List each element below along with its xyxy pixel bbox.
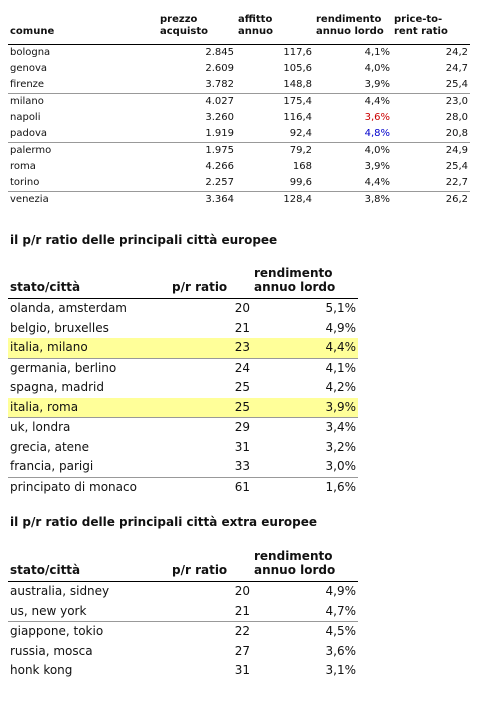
ratio-cell: 23 xyxy=(170,338,252,358)
table-header-row xyxy=(8,549,358,582)
table-row xyxy=(8,159,470,175)
ratio-cell: 24,7 xyxy=(445,63,468,74)
yield-cell: 4,7% xyxy=(325,603,356,618)
table-row-highlighted xyxy=(8,338,358,358)
yield-cell: 3,9% xyxy=(364,161,390,172)
table-row xyxy=(8,110,470,126)
table-row xyxy=(8,378,358,398)
yield-cell: 3,9% xyxy=(252,398,358,418)
yield-cell: 4,2% xyxy=(325,380,356,395)
ratio-cell: 20 xyxy=(234,584,250,599)
price-cell: 2.609 xyxy=(205,63,234,74)
ratio-cell: 31 xyxy=(234,663,250,678)
yield-cell: 5,1% xyxy=(325,301,356,316)
rent-cell: 175,4 xyxy=(236,94,314,111)
ratio-cell: 24 xyxy=(170,358,252,378)
yield-cell: 3,4% xyxy=(252,418,358,438)
table-row xyxy=(8,602,358,622)
table-row xyxy=(8,477,358,497)
col-header-price-to-rent: price-to- rent ratio xyxy=(394,14,448,37)
city-cell: padova xyxy=(10,128,47,139)
ratio-cell: 61 xyxy=(170,477,252,497)
city-cell: australia, sidney xyxy=(10,584,110,599)
price-cell: 2.257 xyxy=(205,177,234,188)
col-header-affitto-annuo: affitto annuo xyxy=(238,14,273,37)
european-cities-table xyxy=(8,266,358,497)
extra-european-cities-title: il p/r ratio delle principali città extra europee xyxy=(10,515,318,529)
yield-cell: 4,4% xyxy=(252,338,358,358)
rent-cell: 117,6 xyxy=(283,47,312,58)
price-cell: 1.919 xyxy=(205,128,234,139)
city-cell: bologna xyxy=(10,47,51,58)
yield-cell: 3,6% xyxy=(325,643,356,658)
table-row xyxy=(8,642,358,662)
price-cell: 3.364 xyxy=(158,192,236,209)
ratio-cell: 20,8 xyxy=(445,128,468,139)
ratio-cell: 20 xyxy=(234,301,250,316)
rent-cell: 79,2 xyxy=(236,143,314,160)
price-cell: 3.782 xyxy=(205,79,234,90)
ratio-cell: 22 xyxy=(170,622,252,642)
price-cell: 3.260 xyxy=(205,112,234,123)
rent-cell: 92,4 xyxy=(289,128,312,139)
city-cell: genova xyxy=(10,63,48,74)
table-row xyxy=(8,622,358,642)
table-row xyxy=(8,45,470,62)
rent-cell: 105,6 xyxy=(283,63,312,74)
col-header-rendimento: rendimento annuo lordo xyxy=(254,549,336,577)
city-cell: germania, berlino xyxy=(8,358,170,378)
table-row xyxy=(8,126,470,143)
city-cell: principato di monaco xyxy=(8,477,170,497)
ratio-cell: 29 xyxy=(170,418,252,438)
ratio-cell: 33 xyxy=(234,459,250,474)
ratio-cell: 25,4 xyxy=(445,79,468,90)
yield-cell: 3,2% xyxy=(325,439,356,454)
col-header-prezzo-acquisto: prezzo acquisto xyxy=(160,14,208,37)
city-cell: milano xyxy=(8,94,158,111)
ratio-cell: 28,0 xyxy=(445,112,468,123)
table-row xyxy=(8,661,358,681)
ratio-cell: 22,7 xyxy=(445,177,468,188)
col-header-comune: comune xyxy=(10,26,55,37)
city-cell: uk, londra xyxy=(8,418,170,438)
city-cell: spagna, madrid xyxy=(10,380,104,395)
rent-cell: 148,8 xyxy=(283,79,312,90)
col-header-rendimento: rendimento annuo lordo xyxy=(254,266,336,294)
ratio-cell: 21 xyxy=(234,320,250,335)
yield-cell: 3,0% xyxy=(325,459,356,474)
col-header-pr-ratio: p/r ratio xyxy=(172,280,228,294)
rent-cell: 99,6 xyxy=(289,177,312,188)
city-cell: firenze xyxy=(10,79,45,90)
yield-cell: 4,4% xyxy=(364,177,390,188)
rent-cell: 168 xyxy=(292,161,312,172)
table-header-row xyxy=(8,266,358,299)
city-cell: giappone, tokio xyxy=(8,622,170,642)
col-header-stato-citta: stato/città xyxy=(10,280,81,294)
price-cell: 4.266 xyxy=(205,161,234,172)
yield-cell-highest: 4,8% xyxy=(364,128,390,139)
city-cell: italia, milano xyxy=(8,338,170,358)
col-header-stato-citta: stato/città xyxy=(10,563,81,577)
table-row xyxy=(8,143,470,160)
rent-cell: 128,4 xyxy=(236,192,314,209)
table-row xyxy=(8,192,470,209)
table-row xyxy=(8,457,358,477)
ratio-cell: 26,2 xyxy=(392,192,470,209)
table-row xyxy=(8,319,358,339)
city-cell: olanda, amsterdam xyxy=(10,301,127,316)
city-cell: francia, parigi xyxy=(10,459,94,474)
city-cell: russia, mosca xyxy=(10,643,93,658)
table-row xyxy=(8,582,358,602)
ratio-cell: 24,2 xyxy=(445,47,468,58)
yield-cell: 4,4% xyxy=(314,94,392,111)
city-cell: roma xyxy=(10,161,36,172)
yield-cell: 3,9% xyxy=(364,79,390,90)
table-row xyxy=(8,175,470,192)
city-cell: honk kong xyxy=(10,663,73,678)
city-cell: venezia xyxy=(8,192,158,209)
yield-cell: 4,1% xyxy=(364,47,390,58)
city-cell: napoli xyxy=(10,112,41,123)
ratio-cell: 25 xyxy=(234,380,250,395)
yield-cell: 4,9% xyxy=(325,320,356,335)
yield-cell: 4,0% xyxy=(364,63,390,74)
european-cities-title: il p/r ratio delle principali città europee xyxy=(10,233,278,247)
col-header-rendimento: rendimento annuo lordo xyxy=(316,14,384,37)
table-row xyxy=(8,61,470,77)
city-cell: us, new york xyxy=(10,603,87,618)
ratio-cell: 27 xyxy=(234,643,250,658)
ratio-cell: 21 xyxy=(234,603,250,618)
city-cell: palermo xyxy=(8,143,158,160)
city-cell: italia, roma xyxy=(8,398,170,418)
yield-cell: 3,8% xyxy=(314,192,392,209)
rent-cell: 116,4 xyxy=(283,112,312,123)
city-yield-table xyxy=(8,14,470,208)
city-cell: torino xyxy=(10,177,40,188)
ratio-cell: 25,4 xyxy=(445,161,468,172)
ratio-cell: 25 xyxy=(170,398,252,418)
table-row xyxy=(8,438,358,458)
yield-cell: 3,1% xyxy=(325,663,356,678)
price-cell: 4.027 xyxy=(158,94,236,111)
yield-cell: 4,0% xyxy=(314,143,392,160)
yield-cell: 1,6% xyxy=(252,477,358,497)
extra-european-cities-table xyxy=(8,549,358,681)
price-cell: 1.975 xyxy=(158,143,236,160)
yield-cell: 4,1% xyxy=(252,358,358,378)
table-row xyxy=(8,418,358,438)
ratio-cell: 24,9 xyxy=(392,143,470,160)
table-row xyxy=(8,94,470,111)
price-cell: 2.845 xyxy=(205,47,234,58)
yield-cell: 4,5% xyxy=(252,622,358,642)
table-row-highlighted xyxy=(8,398,358,418)
city-cell: belgio, bruxelles xyxy=(10,320,109,335)
ratio-cell: 31 xyxy=(234,439,250,454)
yield-cell: 4,9% xyxy=(325,584,356,599)
table-header-row xyxy=(8,14,470,45)
yield-cell-lowest: 3,6% xyxy=(364,112,390,123)
table-row xyxy=(8,77,470,94)
table-row xyxy=(8,358,358,378)
table-row xyxy=(8,299,358,319)
ratio-cell: 23,0 xyxy=(392,94,470,111)
col-header-pr-ratio: p/r ratio xyxy=(172,563,228,577)
city-cell: grecia, atene xyxy=(10,439,90,454)
